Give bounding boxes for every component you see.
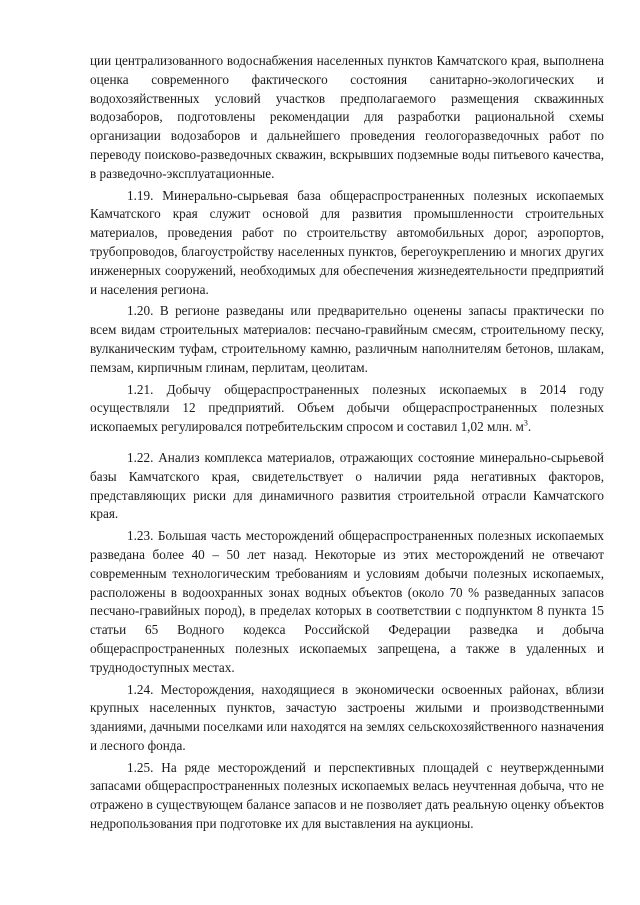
cubic-superscript: 3 — [523, 418, 528, 428]
paragraph-1-22: 1.22. Анализ комплекса материалов, отражающих состояние минерально-сырьевой базы Камчатского края, свидетельствует о наличии ряда негативных факторов, представляющих риски для динамичного развития строительной отрасли Камчатского края. — [90, 449, 604, 522]
paragraph-1-21-tail: . — [527, 419, 532, 435]
document-body — [90, 52, 604, 834]
paragraph-1-21 — [90, 381, 604, 437]
paragraph-1-24: 1.24. Месторождения, находящиеся в экономически освоенных районах, вблизи крупных населенных пунктов, зачастую застроены жилыми и производственными зданиями, дачными поселками или находятся на землях сельскохозяйственного назначения и лесного фонда. — [90, 681, 604, 753]
paragraph-1-19: 1.19. Минерально-сырьевая база общераспространенных полезных ископаемых Камчатского края служит основой для развития промышленности строительных материалов, проведения работ по строительству автомобильных дорог, аэропортов, трубопроводов, благоустройству населенных пунктов, берегоукреплению и многих других инженерных сооружений, необходимых для обеспечения жизнедеятельности предприятий и населения региона. — [90, 187, 604, 297]
paragraph-continuation: ции централизованного водоснабжения населенных пунктов Камчатского края, выполнена оценка современного фактического состояния санитарно-экологических и водохозяйственных условий участков предполагаемого размещения скважинных водозаборов, подготовлены рекомендации для разработки рациональной схемы организации водозаборов и дальнейшего проведения геологоразведочных работ по переводу поисково-разведочных скважин, вскрывших подземные воды питьевого качества, в разведочно-эксплуатационные. — [90, 53, 604, 181]
paragraph-1-21-text: 1.21. Добычу общераспространенных полезных ископаемых в 2014 году осуществляли 12 предприятий. Объем добычи общераспространенных полезных ископаемых регулировался потребительским спросом и составил 1,02 млн. м — [90, 381, 604, 435]
paragraph-1-25: 1.25. На ряде месторождений и перспективных площадей с неутвержденными запасами общераспространенных полезных ископаемых велась неучтенная добыча, что не отражено в существующем балансе запасов и не позволяет дать реальную оценку объектов недропользования при подготовке их для выставления на аукционы. — [90, 759, 604, 832]
paragraph-1-20: 1.20. В регионе разведаны или предварительно оценены запасы практически по всем видам строительных материалов: песчано-гравийным смесям, строительному песку, вулканическим туфам, строительному камню, различным наполнителям бетонов, шлакам, пемзам, кирпичным глинам, перлитам, цеолитам. — [90, 303, 604, 375]
paragraph-1-23: 1.23. Большая часть месторождений общераспространенных полезных ископаемых разведана более 40 – 50 лет назад. Некоторые из этих месторождений не отвечают современным технологическим требованиям и условиям добычи полезных ископаемых, расположены в водоохранных зонах водных объектов (около 70 % разведанных запасов песчано-гравийных пород), в пределах которых в соответствии с подпунктом 8 пункта 15 статьи 65 Водного кодекса Российской Федерации разведка и добыча общераспространенных полезных ископаемых запрещена, а также в удаленных и труднодоступных местах. — [90, 528, 604, 675]
